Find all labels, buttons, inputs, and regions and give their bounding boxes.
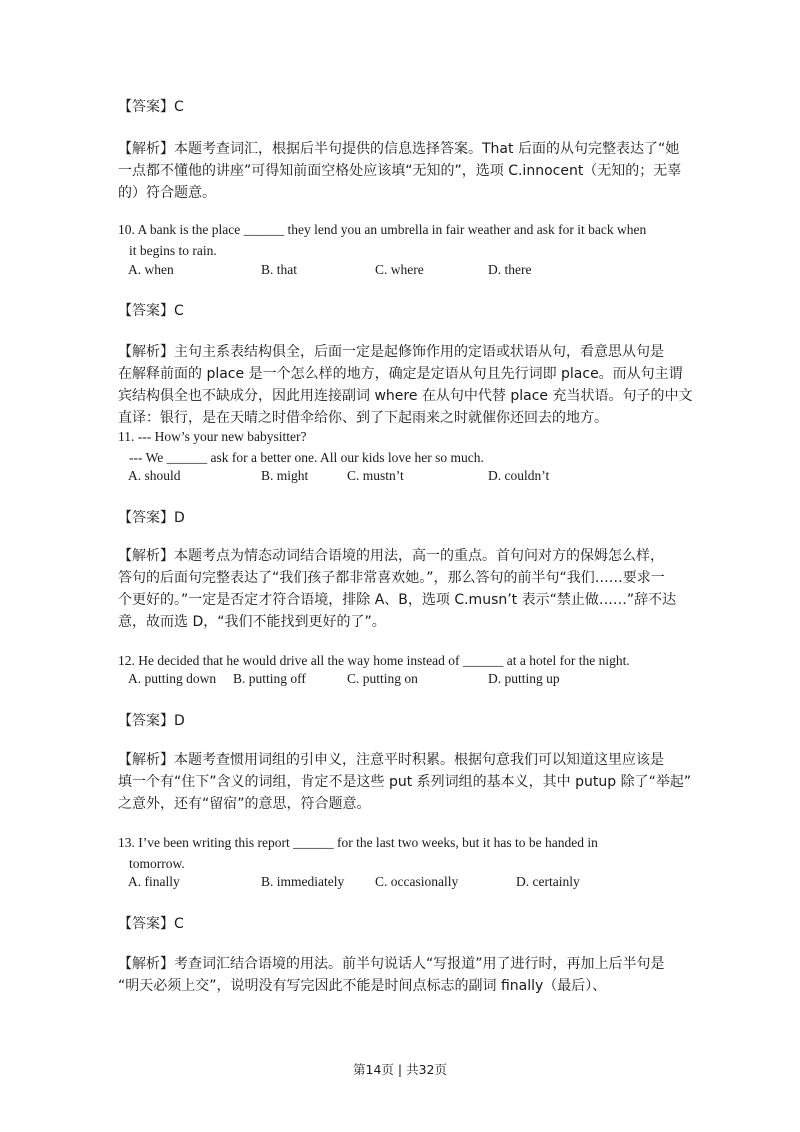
answer-11: 【答案】D	[118, 510, 185, 526]
question-line: tomorrow.	[129, 856, 185, 871]
explanation-12	[118, 749, 692, 815]
option-c: C. where	[375, 262, 424, 277]
question-line: 12. He decided that he would drive all the way home instead of ______ at a hotel for the night.	[118, 653, 630, 668]
option-b: B. might	[261, 468, 309, 483]
option-a: A. finally	[128, 874, 180, 889]
answer-10: 【答案】C	[118, 303, 184, 319]
text-line: 意，故而选 D，“我们不能找到更好的了”。	[118, 614, 386, 630]
text-line: 宾结构俱全也不缺成分，因此用连接副词 where 在从句中代替 place 充当状语。句子的中文	[118, 388, 693, 404]
text-line: 【解析】本题考查词汇，根据后半句提供的信息选择答案。That 后面的从句完整表达了“她	[118, 141, 680, 157]
text-line: 【解析】本题考点为情态动词结合语境的用法，高一的重点。首句问对方的保姆怎么样，	[118, 548, 664, 564]
text-line: 个更好的。”一定是否定才符合语境，排除 A、B，选项 C.musn’t 表示“禁止做……”辞不达	[118, 592, 677, 608]
option-a: A. putting down	[128, 671, 217, 686]
page-footer: 第14页 | 共32页	[353, 1062, 447, 1077]
text-line: 在解释前面的 place 是一个怎么样的地方，确定是定语从句且先行词即 place。而从句主谓	[118, 366, 683, 382]
answer-9: 【答案】C	[118, 99, 184, 115]
text-line: “明天必须上交”，说明没有写完因此不能是时间点标志的副词 finally（最后）、	[118, 978, 607, 994]
answer-12: 【答案】D	[118, 713, 185, 729]
explanation-13	[118, 953, 678, 997]
option-c: C. putting on	[347, 671, 418, 686]
text-line: 【解析】主句主系表结构俱全，后面一定是起修饰作用的定语或状语从句，看意思从句是	[118, 344, 664, 360]
text-line: 直译：银行，是在天晴之时借伞给你、到了下起雨来之时就催你还回去的地方。	[118, 410, 608, 426]
option-a: A. should	[128, 468, 181, 483]
question-line: it begins to rain.	[129, 243, 217, 258]
question-10	[118, 219, 678, 261]
option-d: D. couldn’t	[488, 468, 550, 483]
option-b: B. immediately	[261, 874, 345, 889]
option-d: D. there	[488, 262, 532, 277]
text-line: 的）符合题意。	[118, 185, 216, 201]
question-11	[118, 426, 678, 468]
question-line: 13. I’ve been writing this report ______ for the last two weeks, but it has to be handed in	[118, 835, 598, 850]
option-c: C. occasionally	[375, 874, 459, 889]
explanation-11	[118, 545, 678, 633]
option-a: A. when	[128, 262, 174, 277]
option-b: B. putting off	[233, 671, 306, 686]
text-line: 【解析】本题考查惯用词组的引申义，注意平时积累。根据句意我们可以知道这里应该是	[118, 752, 664, 768]
question-line: --- We ______ ask for a better one. All our kids love her so much.	[129, 450, 484, 465]
option-c: C. mustn’t	[347, 468, 404, 483]
question-line: 11. --- How’s your new babysitter?	[118, 429, 307, 444]
text-line: 答句的后面句完整表达了“我们孩子都非常喜欢她。”，那么答句的前半句“我们……要求一	[118, 570, 665, 586]
explanation-9	[118, 138, 682, 204]
option-d: D. putting up	[488, 671, 560, 686]
text-line: 一点都不懂他的讲座”可得知前面空格处应该填“无知的”，选项 C.innocent（无知的；无辜	[118, 163, 682, 179]
question-13	[118, 832, 678, 874]
text-line: 【解析】考查词汇结合语境的用法。前半句说话人“写报道”用了进行时，再加上后半句是	[118, 956, 665, 972]
option-d: D. certainly	[516, 874, 580, 889]
text-line: 之意外，还有“留宿”的意思，符合题意。	[118, 796, 371, 812]
question-line: 10. A bank is the place ______ they lend you an umbrella in fair weather and ask for it back when	[118, 222, 647, 237]
option-b: B. that	[261, 262, 297, 277]
explanation-10	[118, 341, 693, 429]
answer-13: 【答案】C	[118, 916, 184, 932]
text-line: 填一个有“住下”含义的词组，肯定不是这些 put 系列词组的基本义，其中 putup 除了“举起”	[118, 774, 692, 790]
question-12	[118, 650, 678, 671]
